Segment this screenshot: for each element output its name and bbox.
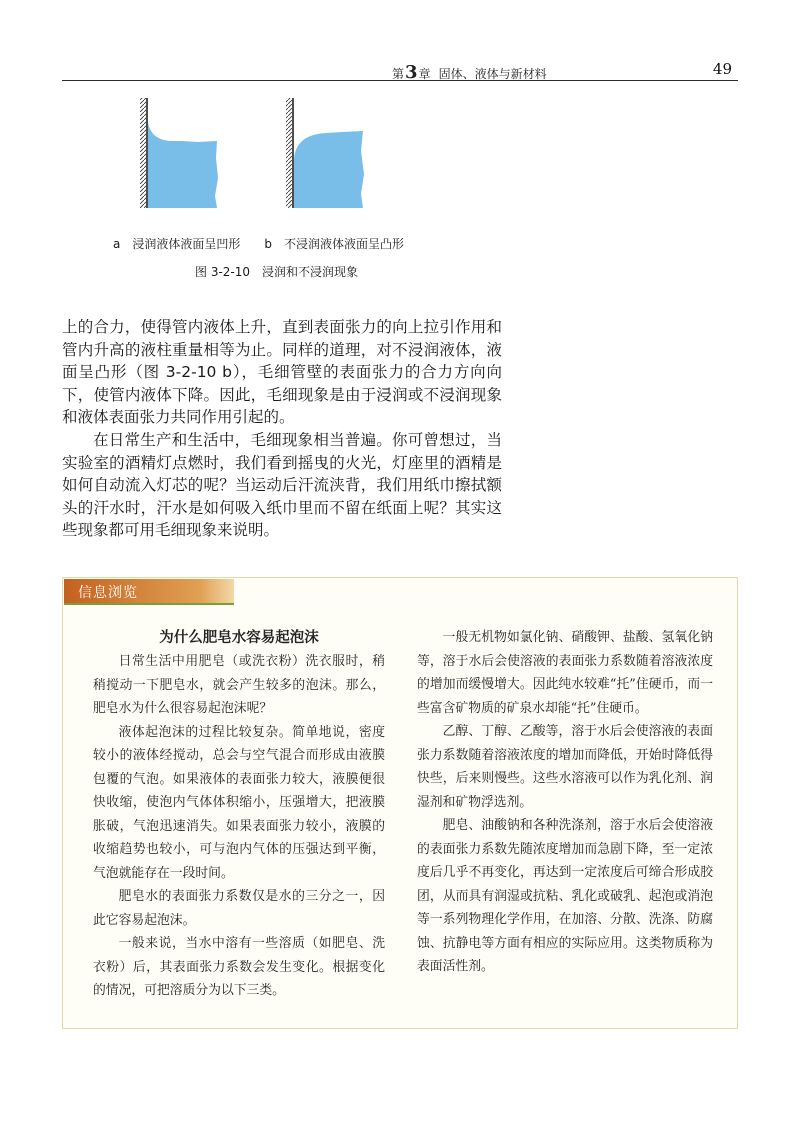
chapter-suffix: 章 xyxy=(418,67,431,81)
running-header xyxy=(62,58,738,81)
info-box-right-column xyxy=(417,626,713,979)
page-number: 49 xyxy=(712,60,732,78)
wall-hatch-b xyxy=(286,98,292,208)
figure-caption: 图 3-2-10 浸润和不浸润现象 xyxy=(195,265,359,279)
convex-liquid xyxy=(294,131,364,208)
chapter-heading xyxy=(392,62,547,83)
left-paragraph-1: 日常生活中用肥皂（或洗衣粉）洗衣服时，稍稍搅动一下肥皂水，就会产生较多的泡沫。那么，肥皂水为什么很容易起泡沫呢？ xyxy=(93,654,385,716)
chapter-number: 3 xyxy=(405,62,418,83)
right-paragraph-3: 肥皂、油酸钠和各种洗涤剂，溶于水后会使溶液的表面张力系数先随浓度增加而急剧下降，至一定浓度后几乎不再变化，再达到一定浓度后可缔合形成胶团，从而具有润湿或抗粘、乳化或破乳、起泡或消泡等一系列物理化学作用，在加溶、分散、洗涤、防腐蚀、抗静电等方面有相应的实际应用。这类物质称为表面活性剂。 xyxy=(417,818,713,974)
body-text xyxy=(62,316,502,542)
right-paragraph-2: 乙醇、丁醇、乙酸等，溶于水后会使溶液的表面张力系数随着溶液浓度的增加而降低，开始时降低得快些，后来则慢些。这些水溶液可以作为乳化剂、润湿剂和矿物浮选剂。 xyxy=(417,724,713,810)
concave-liquid xyxy=(148,122,218,208)
subfigure-captions xyxy=(113,235,404,252)
left-paragraph-3: 肥皂水的表面张力系数仅是水的三分之一，因此它容易起泡沫。 xyxy=(93,889,385,928)
info-box-tab xyxy=(64,579,234,605)
chapter-title: 固体、液体与新材料 xyxy=(438,67,547,81)
right-paragraph-1: 一般无机物如氯化钠、硝酸钾、盐酸、氢氧化钠等，溶于水后会使溶液的表面张力系数随着溶液浓度的增加而缓慢增大。因此纯水较难“托”住硬币，而一些富含矿物质的矿泉水却能“托”住硬币。 xyxy=(417,630,713,716)
wetting-diagram-a xyxy=(140,98,218,208)
body-paragraph-2: 在日常生产和生活中，毛细现象相当普遍。你可曾想过，当实验室的酒精灯点燃时，我们看到摇曳的火光，灯座里的酒精是如何自动流入灯芯的呢？当运动后汗流浃背，我们用纸巾擦拭额头的汗水时，汗水是如何吸入纸巾里而不留在纸面上呢？其实这些现象都可用毛细现象来说明。 xyxy=(62,430,502,540)
caption-b: b 不浸润液体液面呈凸形 xyxy=(264,237,404,251)
info-box-left-column xyxy=(93,626,385,1003)
info-box-title: 为什么肥皂水容易起泡沫 xyxy=(159,630,319,646)
chapter-prefix: 第 xyxy=(392,67,405,81)
left-paragraph-2: 液体起泡沫的过程比较复杂。简单地说，密度较小的液体经搅动，总会与空气混合而形成由液膜包覆的气泡。如果液体的表面张力较大，液膜便很快收缩，使泡内气体体积缩小，压强增大，把液膜胀破，气泡迅速消失。如果表面张力较小，液膜的收缩趋势也较小，可与泡内气体的压强达到平衡，气泡就能存在一段时间。 xyxy=(93,724,385,881)
nonwetting-diagram-b xyxy=(286,98,364,208)
wetting-figure xyxy=(120,96,380,224)
wall-hatch-a xyxy=(140,98,146,208)
info-box-tab-label: 信息浏览 xyxy=(78,585,138,601)
left-paragraph-4: 一般来说，当水中溶有一些溶质（如肥皂、洗衣粉）后，其表面张力系数会发生变化。根据变化的情况，可把溶质分为以下三类。 xyxy=(93,936,385,998)
body-paragraph-1: 上的合力，使得管内液体上升，直到表面张力的向上拉引作用和管内升高的液柱重量相等为止。同样的道理，对不浸润液体，液面呈凸形（图 3-2-10 b），毛细管壁的表面张力的合力方向向下，使管内液体下降。因此，毛细现象是由于浸润或不浸润现象和液体表面张力共同作用引起的。 xyxy=(62,318,502,427)
caption-a: a 浸润液体液面呈凹形 xyxy=(113,237,241,251)
info-box xyxy=(62,577,738,1029)
